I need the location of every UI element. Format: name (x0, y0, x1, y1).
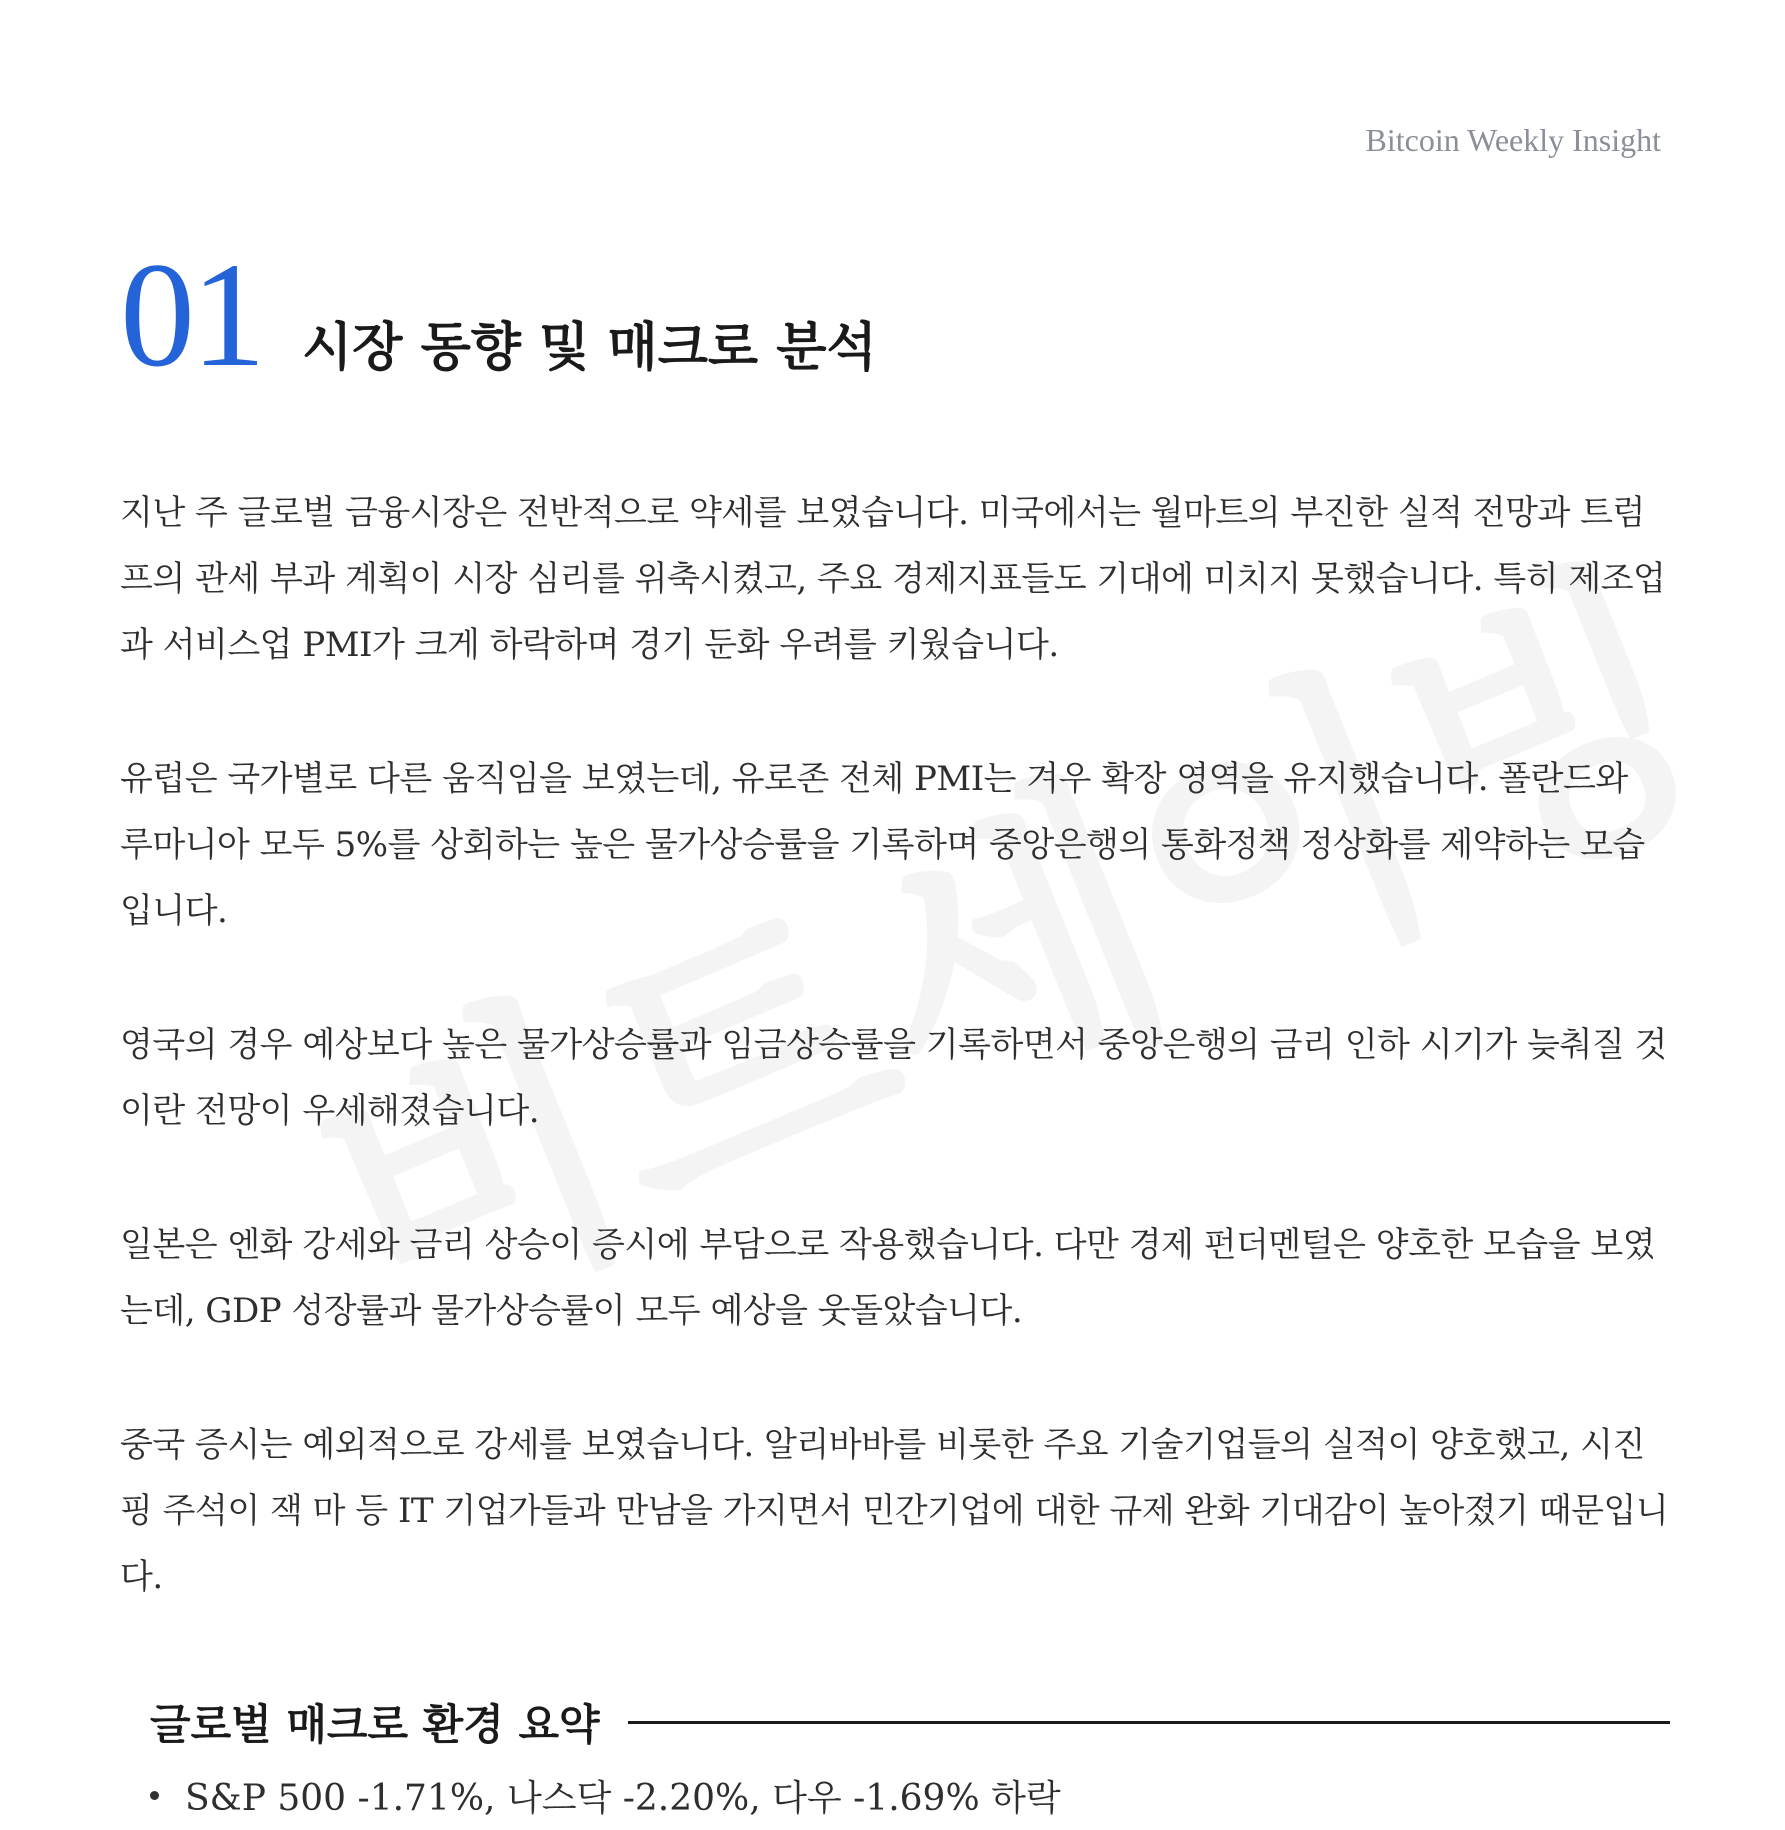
paragraph-us: 지난 주 글로벌 금융시장은 전반적으로 약세를 보였습니다. 미국에서는 월마트의 부진한 실적 전망과 트럼프의 관세 부과 계획이 시장 심리를 위축시켰고, 주요 경제지표들도 기대에 미치지 못했습니다. 특히 제조업과 서비스업 PMI가 크게 하락하며 경기 둔화 우려를 키웠습니다. (120, 493, 1666, 665)
bullet-icon (150, 1791, 159, 1800)
brand-title: Bitcoin Weekly Insight (1365, 122, 1661, 158)
list-item-text: S&P 500 -1.71%, 나스닥 -2.20%, 다우 -1.69% 하락 (185, 1778, 1061, 1819)
section-number: 01 (120, 232, 262, 398)
paragraph-europe: 유럽은 국가별로 다른 움직임을 보였는데, 유로존 전체 PMI는 겨우 확장 영역을 유지했습니다. 폴란드와 루마니아 모두 5%를 상회하는 높은 물가상승률을 기록하며 중앙은행의 통화정책 정상화를 제약하는 모습입니다. (120, 759, 1645, 931)
summary-title: 글로벌 매크로 환경 요약 (150, 1700, 600, 1749)
divider (628, 1721, 1670, 1724)
list-item (150, 1770, 1061, 1821)
section-heading (120, 232, 877, 398)
paragraph-uk: 영국의 경우 예상보다 높은 물가상승률과 임금상승률을 기록하면서 중앙은행의 금리 인하 시기가 늦춰질 것이란 전망이 우세해졌습니다. (120, 1025, 1667, 1131)
paragraph-china: 중국 증시는 예외적으로 강세를 보였습니다. 알리바바를 비롯한 주요 기술기업들의 실적이 양호했고, 시진핑 주석이 잭 마 등 IT 기업가들과 만남을 가지면서 민간기업에 대한 규제 완화 기대감이 높아졌기 때문입니다. (120, 1425, 1669, 1597)
article-body (120, 480, 1670, 1678)
paragraph-japan: 일본은 엔화 강세와 금리 상승이 증시에 부담으로 작용했습니다. 다만 경제 펀더멘털은 양호한 모습을 보였는데, GDP 성장률과 물가상승률이 모두 예상을 웃돌았습니다. (120, 1225, 1656, 1331)
section-title: 시장 동향 및 매크로 분석 (302, 318, 877, 378)
summary-list (150, 1770, 1061, 1821)
summary-heading (150, 1692, 1670, 1752)
